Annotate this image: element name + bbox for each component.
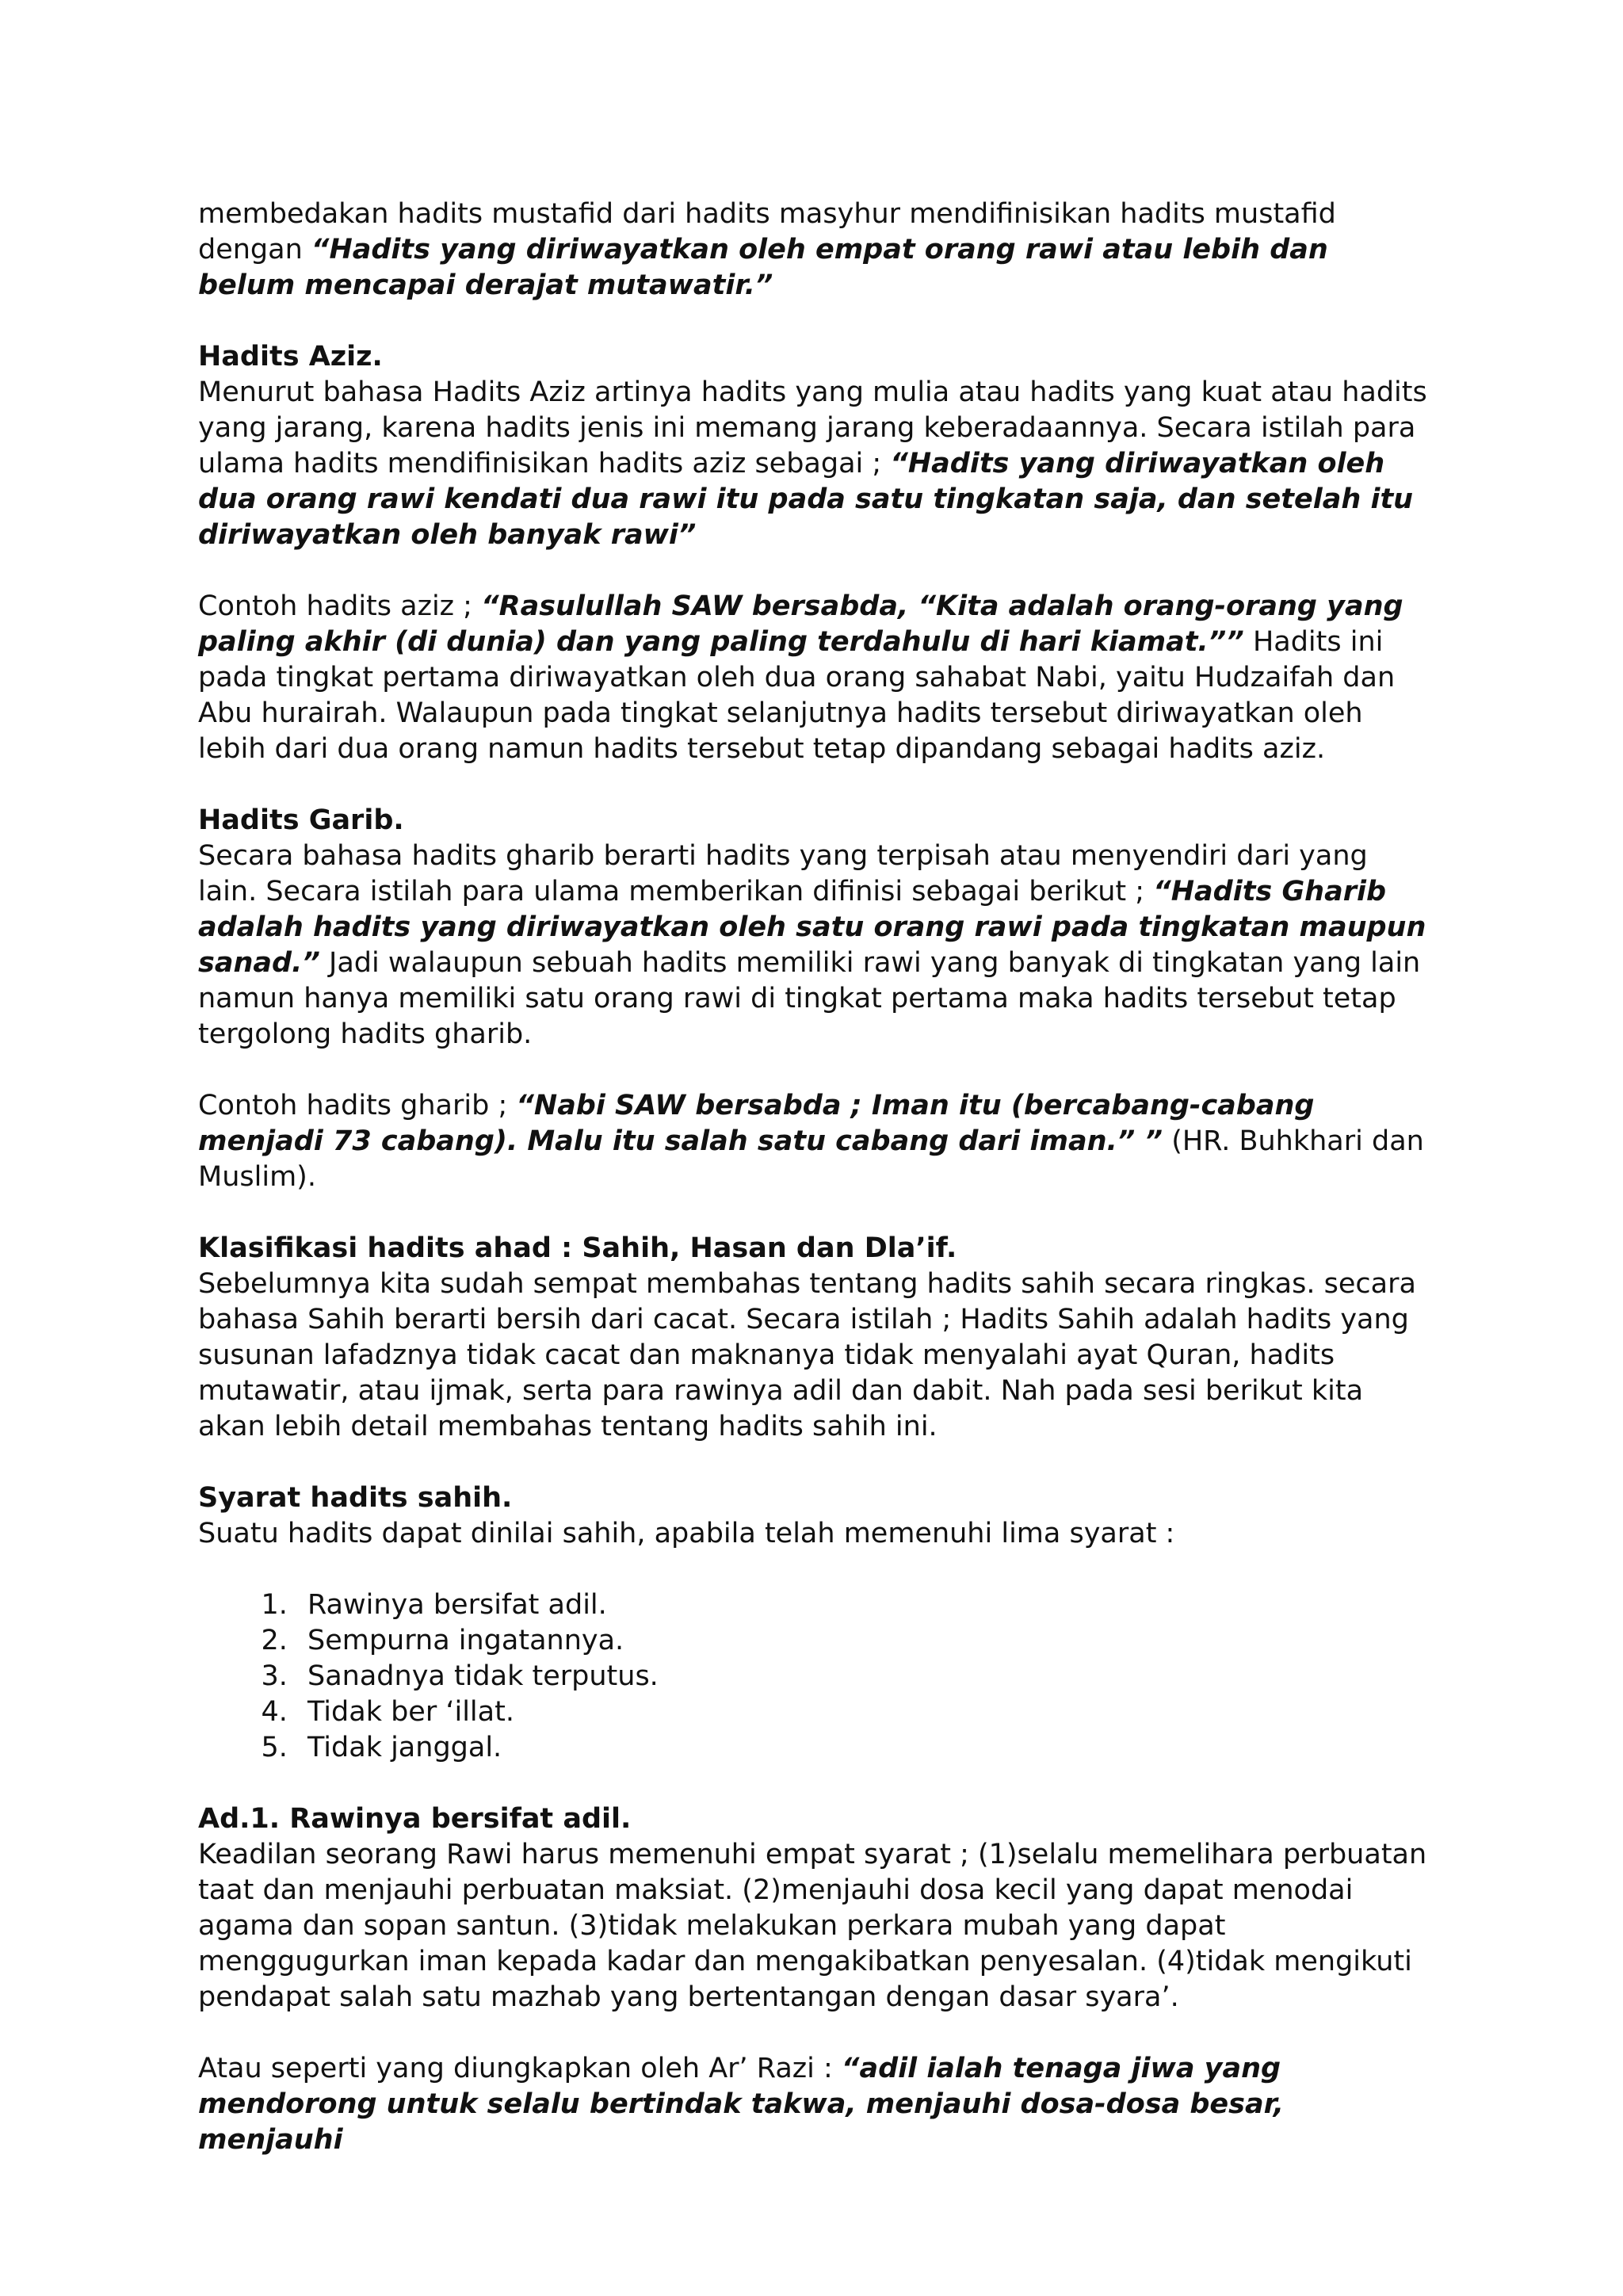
- aziz-example-lead: Contoh hadits aziz ;: [198, 590, 482, 622]
- ad1-heading: Ad.1. Rawinya bersifat adil.: [198, 1803, 632, 1835]
- intro-paragraph: [198, 197, 1434, 304]
- aziz-example-paragraph: [198, 589, 1434, 767]
- syarat-section: [198, 1480, 1434, 1552]
- syarat-heading: Syarat hadits sahih.: [198, 1482, 513, 1514]
- syarat-text: Suatu hadits dapat dinilai sahih, apabila telah memenuhi lima syarat :: [198, 1518, 1175, 1549]
- list-item: 4. Tidak ber ‘illat.: [296, 1694, 1434, 1730]
- garib-text: Secara bahasa hadits gharib berarti hadits yang terpisah atau menyendiri dari yang lain. Secara istilah para ulama memberikan difinisi sebagai berikut ;: [198, 840, 1368, 907]
- garib-example-paragraph: [198, 1088, 1434, 1195]
- aziz-section: [198, 339, 1434, 553]
- garib-rest: Jadi walaupun sebuah hadits memiliki rawi yang banyak di tingkatan yang lain namun hanya memiliki satu orang rawi di tingkat pertama maka hadits tersebut tetap tergolong hadits gharib.: [198, 947, 1421, 1050]
- garib-example-rest: (HR. Buhkhari dan Muslim).: [198, 1125, 1424, 1193]
- list-item: 2. Sempurna ingatannya.: [296, 1623, 1434, 1659]
- aziz-quote: “Hadits yang diriwayatkan oleh dua orang rawi kendati dua rawi itu pada satu tingkatan saja, dan setelah itu diriwayatkan oleh banyak rawi”: [198, 448, 1414, 551]
- aziz-text: Menurut bahasa Hadits Aziz artinya hadits yang mulia atau hadits yang kuat atau hadits yang jarang, karena hadits jenis ini memang jarang keberadaannya. Secara istilah para ulama hadits mendifinisikan hadits aziz sebagai ;: [198, 376, 1427, 479]
- garib-example-quote: “Nabi SAW bersabda ; Iman itu (bercabang-cabang menjadi 73 cabang). Malu itu salah satu cabang dari iman.” ”: [198, 1090, 1315, 1157]
- intro-text: membedakan hadits mustafid dari hadits masyhur mendifinisikan hadits mustafid dengan: [198, 198, 1336, 266]
- razi-paragraph: [198, 2051, 1434, 2158]
- intro-quote: “Hadits yang diriwayatkan oleh empat orang rawi atau lebih dan belum mencapai derajat mutawatir.”: [198, 234, 1328, 301]
- syarat-list: [198, 1587, 1434, 1766]
- ad1-text: Keadilan seorang Rawi harus memenuhi empat syarat ; (1)selalu memelihara perbuatan taat dan menjauhi perbuatan maksiat. (2)menjauhi dosa kecil yang dapat menodai agama dan sopan santun. (3)tidak melakukan perkara mubah yang dapat menggugurkan iman kepada kadar dan mengakibatkan penyesalan. (4)tidak mengikuti pendapat salah satu mazhab yang bertentangan dengan dasar syara’.: [198, 1839, 1427, 2013]
- garib-heading: Hadits Garib.: [198, 804, 404, 836]
- klasifikasi-heading: Klasifikasi hadits ahad : Sahih, Hasan dan Dla’if.: [198, 1232, 957, 1264]
- garib-example-lead: Contoh hadits gharib ;: [198, 1090, 517, 1121]
- aziz-example-rest: Hadits ini pada tingkat pertama diriwayatkan oleh dua orang sahabat Nabi, yaitu Hudzaifah dan Abu hurairah. Walaupun pada tingkat selanjutnya hadits tersebut diriwayatkan oleh lebih dari dua orang namun hadits tersebut tetap dipandang sebagai hadits aziz.: [198, 626, 1396, 765]
- klasifikasi-text: Sebelumnya kita sudah sempat membahas tentang hadits sahih secara ringkas. secara bahasa Sahih berarti bersih dari cacat. Secara istilah ; Hadits Sahih adalah hadits yang susunan lafadznya tidak cacat dan maknanya tidak menyalahi ayat Quran, hadits mutawatir, atau ijmak, serta para rawinya adil dan dabit. Nah pada sesi berikut kita akan lebih detail membahas tentang hadits sahih ini.: [198, 1268, 1416, 1442]
- document-page: [198, 197, 1434, 2194]
- list-item: 3. Sanadnya tidak terputus.: [296, 1659, 1434, 1694]
- razi-lead: Atau seperti yang diungkapkan oleh Ar’ Razi :: [198, 2053, 842, 2084]
- list-item: 1. Rawinya bersifat adil.: [296, 1587, 1434, 1623]
- garib-section: [198, 803, 1434, 1052]
- list-item: 5. Tidak janggal.: [296, 1730, 1434, 1766]
- klasifikasi-section: [198, 1231, 1434, 1445]
- razi-quote: “adil ialah tenaga jiwa yang mendorong untuk selalu bertindak takwa, menjauhi dosa-dosa besar, menjauhi: [198, 2053, 1285, 2156]
- garib-quote: “Hadits Gharib adalah hadits yang diriwayatkan oleh satu orang rawi pada tingkatan maupun sanad.”: [198, 876, 1426, 979]
- ad1-section: [198, 1801, 1434, 2015]
- aziz-heading: Hadits Aziz.: [198, 341, 383, 372]
- aziz-example-quote: “Rasulullah SAW bersabda, “Kita adalah orang-orang yang paling akhir (di dunia) dan yang paling terdahulu di hari kiamat.””: [198, 590, 1403, 658]
